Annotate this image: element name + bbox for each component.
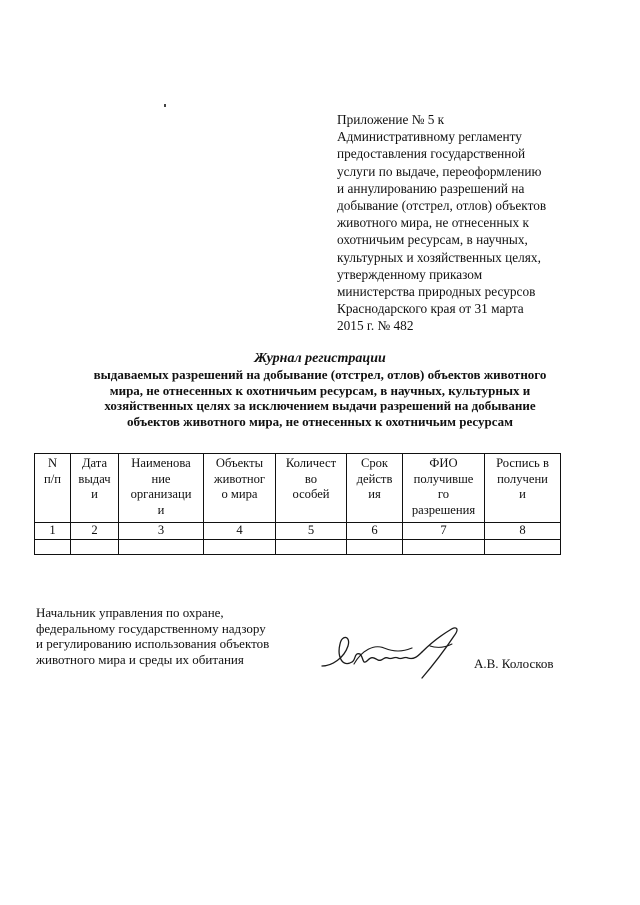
empty-cell	[276, 539, 347, 554]
annex-line: предоставления государственной	[337, 146, 526, 162]
column-number-row	[35, 523, 561, 540]
col-header-wildlife-objects: Объекты животног о мира	[204, 454, 276, 523]
annex-line: охотничьим ресурсам, в научных,	[337, 232, 528, 248]
handwritten-signature	[318, 622, 468, 682]
scan-speck	[164, 104, 166, 107]
column-number: 4	[204, 523, 276, 540]
column-number: 3	[119, 523, 204, 540]
position-line: федеральному государственному надзору	[36, 620, 266, 636]
annex-line: добывание (отстрел, отлов) объектов	[337, 198, 547, 214]
empty-cell	[71, 539, 119, 554]
annex-line: Краснодарского края от 31 марта	[337, 301, 524, 317]
subtitle-line: объектов животного мира, не отнесенных к охотничьим ресурсам	[126, 413, 514, 429]
annex-line: и аннулированию разрешений на	[337, 180, 525, 196]
empty-cell	[403, 539, 485, 554]
position-line: и регулированию использования объектов	[36, 636, 270, 651]
empty-cell	[35, 539, 71, 554]
column-number: 2	[71, 523, 119, 540]
journal-title: Журнал регистрации	[254, 351, 386, 366]
column-number: 7	[403, 523, 485, 540]
column-number: 6	[347, 523, 403, 540]
table-header-row	[35, 454, 561, 523]
annex-line: утвержденному приказом	[337, 266, 483, 282]
official-position	[36, 605, 269, 667]
column-number: 8	[485, 523, 561, 540]
col-header-receipt-signature: Роспись в получени и	[485, 454, 561, 523]
col-header-validity: Срок действ ия	[347, 454, 403, 523]
empty-cell	[119, 539, 204, 554]
signer-name: А.В. Колосков	[474, 656, 554, 671]
annex-line: Административному регламенту	[337, 129, 522, 145]
annex-line: услуги по выдаче, переоформлению	[337, 163, 542, 179]
annex-line: министерства природных ресурсов	[337, 284, 536, 300]
empty-table-row	[35, 539, 561, 554]
subtitle-line: хозяйственных целях за исключением выдачи разрешений на добывание	[104, 398, 536, 413]
col-header-issue-date: Дата выдач и	[71, 454, 119, 523]
position-line: Начальник управления по охране,	[36, 605, 224, 620]
journal-heading	[0, 350, 640, 429]
col-header-organization: Наименова ние организаци и	[119, 454, 204, 523]
annex-line: 2015 г. № 482	[337, 318, 414, 334]
empty-cell	[347, 539, 403, 554]
position-line: животного мира и среды их обитания	[36, 651, 244, 667]
col-header-recipient-name: ФИО получивше го разрешения	[403, 454, 485, 523]
empty-cell	[204, 539, 276, 554]
col-header-quantity: Количест во особей	[276, 454, 347, 523]
registration-journal-table	[34, 453, 561, 555]
annex-block	[337, 111, 587, 335]
annex-line: Приложение № 5 к	[337, 112, 445, 127]
col-header-number: N п/п	[35, 454, 71, 523]
annex-line: культурных и хозяйственных целях,	[337, 249, 541, 265]
subtitle-line: мира, не отнесенных к охотничьим ресурсам, в научных, культурных и	[109, 382, 531, 398]
journal-subtitle	[0, 367, 640, 429]
column-number: 5	[276, 523, 347, 540]
empty-cell	[485, 539, 561, 554]
annex-line: животного мира, не отнесенных к	[337, 215, 529, 231]
subtitle-line: выдаваемых разрешений на добывание (отстрел, отлов) объектов животного	[93, 367, 547, 382]
column-number: 1	[35, 523, 71, 540]
